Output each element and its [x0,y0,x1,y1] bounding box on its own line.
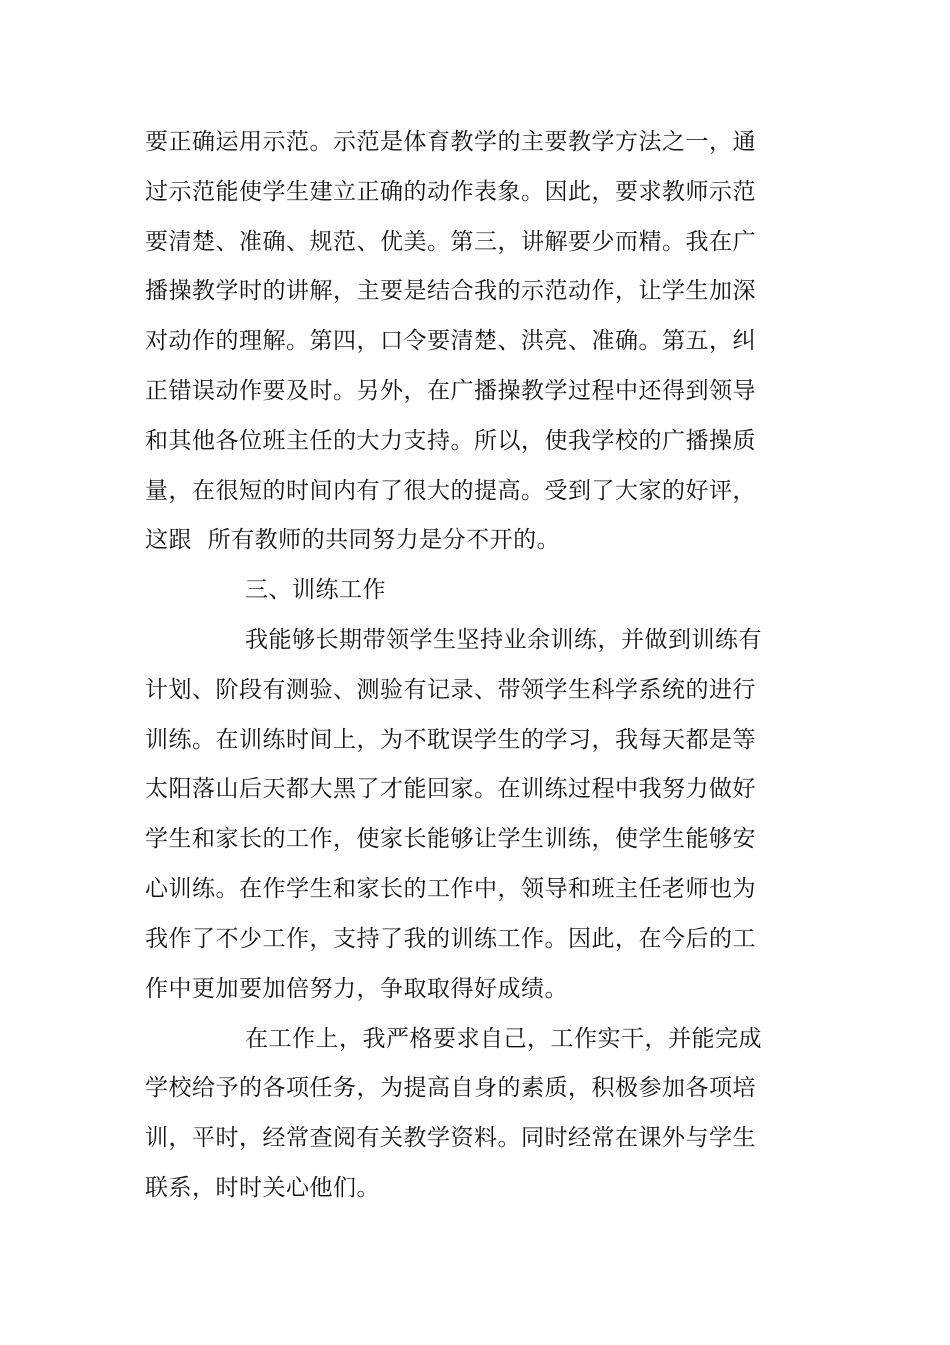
text-line: 播操教学时的讲解，主要是结合我的示范动作，让学生加深 [145,278,756,304]
text-line: 正错误动作要及时。另外，在广播操教学过程中还得到领导 [145,378,756,404]
text-line: 量，在很短的时间内有了很大的提高。受到了大家的好评， [145,478,756,504]
text-line: 太阳落山后天都大黑了才能回家。在训练过程中我努力做好 [145,776,756,802]
text-line: 学校给予的各项任务，为提高自身的素质，积极参加各项培 [145,1075,756,1101]
text-line: 和其他各位班主任的大力支持。所以，使我学校的广播操质 [145,428,756,454]
text-line: 训练。在训练时间上，为不耽误学生的学习，我每天都是等 [145,727,756,753]
text-line: 过示范能使学生建立正确的动作表象。因此，要求教师示范 [145,179,756,205]
text-line: 联系，时时关心他们。 [145,1175,380,1201]
text-line: 我作了不少工作，支持了我的训练工作。因此，在今后的工 [145,926,756,952]
text-line: 对动作的理解。第四，口令要清楚、洪亮、准确。第五，纠 [145,328,756,354]
text-line: 训，平时，经常查阅有关教学资料。同时经常在课外与学生 [145,1125,756,1151]
text-line: 心训练。在作学生和家长的工作中，领导和班主任老师也为 [145,876,756,902]
text-line: 要正确运用示范。示范是体育教学的主要教学方法之一，通 [145,129,756,155]
text-line: 这跟 所有教师的共同努力是分不开的。 [145,527,561,553]
text-line: 计划、阶段有测验、测验有记录、带领学生科学系统的进行 [145,677,756,703]
text-line: 作中更加要加倍努力，争取取得好成绩。 [145,976,568,1002]
text-line: 学生和家长的工作，使家长能够让学生训练，使学生能够安 [145,826,756,852]
paragraph-first-line: 我能够长期带领学生坚持业余训练，并做到训练有 [245,627,762,653]
paragraph-first-line: 在工作上，我严格要求自己，工作实干，并能完成 [245,1026,762,1052]
text-line: 要清楚、准确、规范、优美。第三，讲解要少而精。我在广 [145,229,756,255]
section-heading: 三、训练工作 [245,577,386,603]
